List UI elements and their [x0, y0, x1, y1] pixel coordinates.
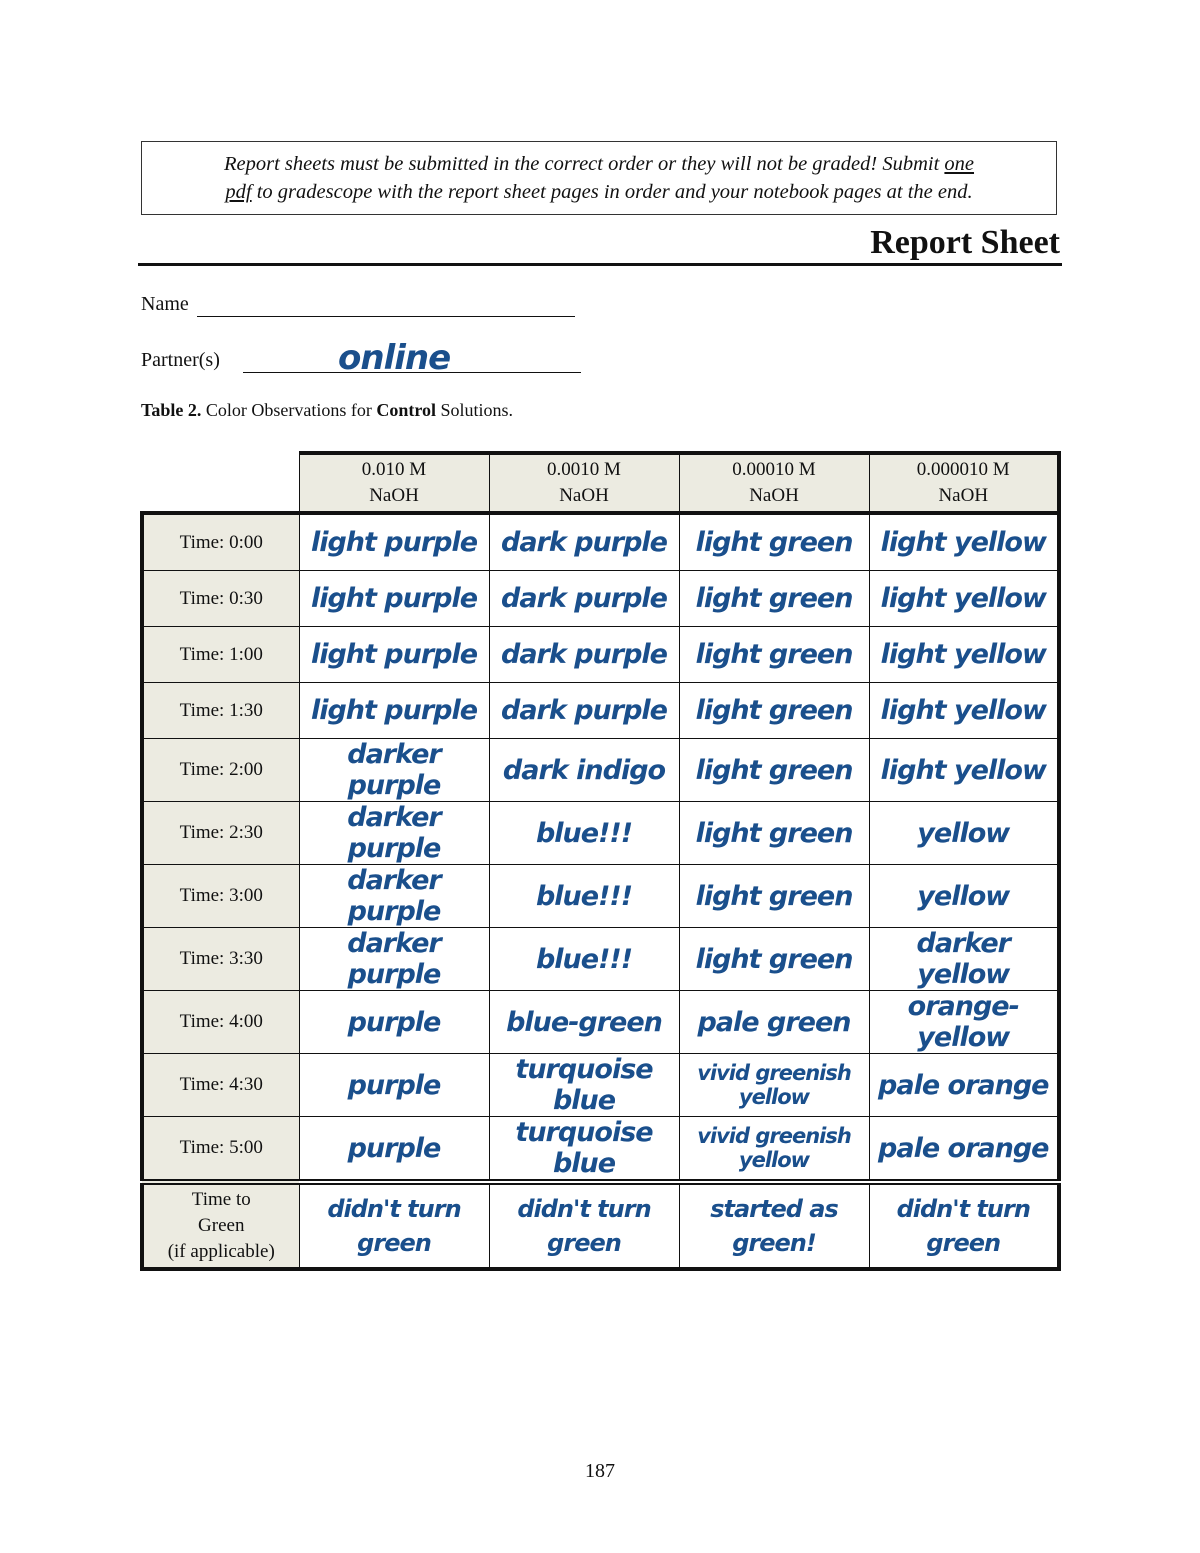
notice-underlined-one: one: [944, 153, 975, 175]
observation-cell[interactable]: blue!!!: [489, 802, 679, 865]
observation-cell[interactable]: dark purple: [489, 683, 679, 739]
submission-notice: [141, 141, 1057, 215]
observation-cell[interactable]: vivid greenish yellow: [679, 1054, 869, 1117]
time-label: Time: 0:00: [142, 513, 299, 571]
observation-cell[interactable]: darker purple: [299, 739, 489, 802]
green-cell[interactable]: didn't turn green: [869, 1182, 1059, 1269]
solution-name: NaOH: [749, 485, 799, 506]
observation-cell[interactable]: darker yellow: [869, 928, 1059, 991]
column-header: [299, 453, 489, 513]
observation-cell[interactable]: light yellow: [869, 571, 1059, 627]
title-rule: [138, 263, 1062, 266]
header-blank-cell: [142, 453, 299, 513]
observation-cell[interactable]: light green: [679, 865, 869, 928]
observation-cell[interactable]: light purple: [299, 683, 489, 739]
table-row: [142, 1117, 1059, 1183]
observation-cell[interactable]: yellow: [869, 802, 1059, 865]
observation-cell[interactable]: light green: [679, 683, 869, 739]
observation-cell[interactable]: light green: [679, 928, 869, 991]
observation-cell[interactable]: light yellow: [869, 513, 1059, 571]
observation-cell[interactable]: blue!!!: [489, 928, 679, 991]
table-row: [142, 571, 1059, 627]
observation-cell[interactable]: dark purple: [489, 627, 679, 683]
concentration: 0.010 M: [361, 459, 427, 480]
observation-cell[interactable]: light purple: [299, 627, 489, 683]
observation-cell[interactable]: darker purple: [299, 865, 489, 928]
time-label: Time: 3:30: [142, 928, 299, 991]
concentration: 0.000010 M: [916, 459, 1010, 480]
observation-cell[interactable]: blue!!!: [489, 865, 679, 928]
observation-cell[interactable]: light green: [679, 627, 869, 683]
observation-table: [140, 451, 1061, 1271]
label-line: Time to: [191, 1189, 251, 1210]
observation-cell[interactable]: yellow: [869, 865, 1059, 928]
name-label: Name: [141, 293, 189, 315]
time-label: Time: 1:00: [142, 627, 299, 683]
table-row: [142, 928, 1059, 991]
observation-cell[interactable]: pale green: [679, 991, 869, 1054]
partner-value: online: [338, 338, 451, 378]
time-label: Time: 3:00: [142, 865, 299, 928]
concentration: 0.00010 M: [732, 459, 816, 480]
table-row: [142, 802, 1059, 865]
caption-table-number: Table 2.: [141, 400, 202, 420]
notice-line1: [224, 153, 974, 175]
observation-cell[interactable]: orange-yellow: [869, 991, 1059, 1054]
label-line: (if applicable): [167, 1241, 275, 1262]
observation-cell[interactable]: pale orange: [869, 1117, 1059, 1183]
observation-cell[interactable]: vivid greenish yellow: [679, 1117, 869, 1183]
table-row: [142, 865, 1059, 928]
table-row: [142, 627, 1059, 683]
report-title: Report Sheet: [870, 224, 1060, 261]
observation-cell[interactable]: dark indigo: [489, 739, 679, 802]
observation-cell[interactable]: light yellow: [869, 739, 1059, 802]
observation-cell[interactable]: turquoise blue: [489, 1054, 679, 1117]
table-caption: [141, 400, 513, 421]
observation-cell[interactable]: darker purple: [299, 802, 489, 865]
solution-name: NaOH: [938, 485, 989, 506]
table-header-row: [142, 453, 1059, 513]
observation-cell[interactable]: light yellow: [869, 627, 1059, 683]
observation-cell[interactable]: purple: [299, 1117, 489, 1183]
time-label: Time: 4:30: [142, 1054, 299, 1117]
notice-text-2: to gradescope with the report sheet pages in order and your notebook pages at the end.: [251, 181, 973, 203]
column-header: [489, 453, 679, 513]
time-label: Time: 2:30: [142, 802, 299, 865]
caption-text: Color Observations for: [201, 400, 377, 420]
column-header: [679, 453, 869, 513]
observation-cell[interactable]: darker purple: [299, 928, 489, 991]
observation-cell[interactable]: dark purple: [489, 571, 679, 627]
notice-line2: [225, 181, 972, 203]
time-label: Time: 5:00: [142, 1117, 299, 1183]
observation-cell[interactable]: pale orange: [869, 1054, 1059, 1117]
observation-rows: [142, 513, 1059, 1182]
notice-underlined-pdf: pdf: [225, 181, 252, 203]
time-to-green-row: [142, 1182, 1059, 1269]
green-cell[interactable]: didn't turn green: [489, 1182, 679, 1269]
observation-cell[interactable]: purple: [299, 991, 489, 1054]
observation-cell[interactable]: light purple: [299, 571, 489, 627]
observation-cell[interactable]: light green: [679, 802, 869, 865]
observation-cell[interactable]: blue-green: [489, 991, 679, 1054]
time-label: Time: 1:30: [142, 683, 299, 739]
time-label: Time: 4:00: [142, 991, 299, 1054]
caption-control: Control: [376, 400, 437, 420]
table-row: [142, 1054, 1059, 1117]
observation-cell[interactable]: light yellow: [869, 683, 1059, 739]
name-field[interactable]: [197, 316, 575, 317]
green-cell[interactable]: didn't turn green: [299, 1182, 489, 1269]
time-label: Time: 0:30: [142, 571, 299, 627]
observation-cell[interactable]: turquoise blue: [489, 1117, 679, 1183]
partner-label: Partner(s): [141, 349, 220, 371]
concentration: 0.0010 M: [547, 459, 621, 480]
time-to-green-label: [142, 1182, 299, 1269]
notice-text-1: Report sheets must be submitted in the correct order or they will not be graded! Submit: [223, 153, 945, 175]
observation-cell[interactable]: light green: [679, 571, 869, 627]
observation-cell[interactable]: light green: [679, 739, 869, 802]
table-row: [142, 739, 1059, 802]
table-row: [142, 683, 1059, 739]
caption-text-end: Solutions.: [436, 400, 514, 420]
observation-cell[interactable]: light purple: [299, 513, 489, 571]
time-label: Time: 2:00: [142, 739, 299, 802]
label-line: Green: [198, 1215, 245, 1236]
page-number: 187: [585, 1460, 615, 1482]
column-header: [869, 453, 1059, 513]
observation-cell[interactable]: purple: [299, 1054, 489, 1117]
table-row: [142, 513, 1059, 571]
table-row: [142, 991, 1059, 1054]
observation-cell[interactable]: light green: [679, 513, 869, 571]
green-cell[interactable]: started as green!: [679, 1182, 869, 1269]
solution-name: NaOH: [559, 485, 609, 506]
observation-cell[interactable]: dark purple: [489, 513, 679, 571]
solution-name: NaOH: [369, 485, 419, 506]
